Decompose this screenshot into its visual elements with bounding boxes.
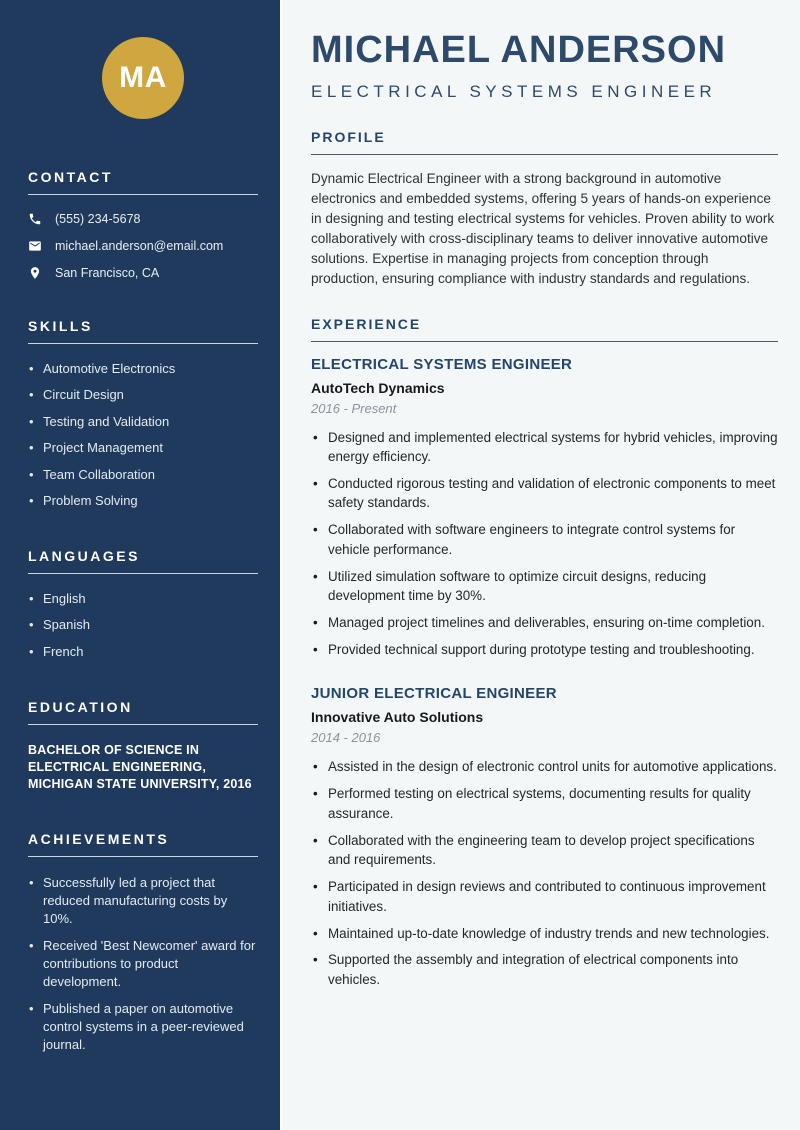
contact-phone-text: (555) 234-5678 xyxy=(55,212,141,226)
job-bullet: • Collaborated with the engineering team to develop project specifications and requirements. xyxy=(311,831,778,870)
avatar-container xyxy=(28,37,258,119)
achievements-heading: ACHIEVEMENTS xyxy=(28,831,258,857)
achievement-item: • Received 'Best Newcomer' award for contributions to product development. xyxy=(28,937,258,990)
contact-location-text: San Francisco, CA xyxy=(55,266,160,280)
job-bullet: • Assisted in the design of electronic control units for automotive applications. xyxy=(311,757,778,776)
profile-text: Dynamic Electrical Engineer with a strong background in automotive electronics and embedded systems, offering 5 years of hands-on experience in designing and testing electrical systems for vehicles. Proven ability to work collaboratively with cross-disciplinary teams to deliver innovative automotive solutions. Expertise in managing projects from conception through production, ensuring compliance with industry standards and regulations. xyxy=(311,170,775,286)
contact-email-text: michael.anderson@email.com xyxy=(55,239,224,253)
language-item: • English xyxy=(28,591,258,608)
job-bullet: • Participated in design reviews and contributed to continuous improvement initiatives. xyxy=(311,877,778,916)
skill-item: • Automotive Electronics xyxy=(28,361,258,378)
job-bullet: • Supported the assembly and integration of electrical components into vehicles. xyxy=(311,950,778,989)
job-company: Innovative Auto Solutions xyxy=(311,709,484,726)
skill-item: • Circuit Design xyxy=(28,387,258,404)
languages-heading: LANGUAGES xyxy=(28,548,258,574)
job-bullet: • Utilized simulation software to optimize circuit designs, reducing development time by 30%. xyxy=(311,567,778,606)
skill-item: • Problem Solving xyxy=(28,493,258,510)
language-item: • Spanish xyxy=(28,617,258,634)
skill-item: • Project Management xyxy=(28,440,258,457)
skills-heading: SKILLS xyxy=(28,318,258,344)
avatar-initials: MA xyxy=(119,61,167,94)
resume-main xyxy=(280,0,800,1130)
job-role: ELECTRICAL SYSTEMS ENGINEER xyxy=(311,355,573,373)
contact-section xyxy=(28,169,258,280)
location-icon xyxy=(28,266,42,280)
languages-list xyxy=(28,591,258,661)
job-dates: 2016 - Present xyxy=(311,400,397,416)
email-icon xyxy=(28,239,42,253)
job-bullet-list xyxy=(311,428,778,660)
job-role: JUNIOR ELECTRICAL ENGINEER xyxy=(311,685,557,703)
achievements-list xyxy=(28,874,258,1053)
education-section xyxy=(28,699,258,794)
contact-location xyxy=(28,266,258,280)
profile-heading: PROFILE xyxy=(311,129,778,155)
phone-icon xyxy=(28,212,42,226)
job-bullet: • Collaborated with software engineers to integrate control systems for vehicle performance. xyxy=(311,520,778,559)
job-bullet: • Conducted rigorous testing and validation of electronic components to meet safety standards. xyxy=(311,474,778,513)
languages-section xyxy=(28,548,258,661)
achievement-item: • Published a paper on automotive control systems in a peer-reviewed journal. xyxy=(28,1000,258,1053)
skill-item: • Team Collaboration xyxy=(28,467,258,484)
skills-section xyxy=(28,318,258,510)
skills-list xyxy=(28,361,258,510)
contact-email xyxy=(28,239,258,253)
avatar xyxy=(102,37,184,119)
skill-item: • Testing and Validation xyxy=(28,414,258,431)
candidate-name: MICHAEL ANDERSON xyxy=(311,29,727,71)
sidebar xyxy=(0,0,280,1130)
job-entry xyxy=(311,356,778,660)
education-degree: BACHELOR OF SCIENCE IN ELECTRICAL ENGINEERING, MICHIGAN STATE UNIVERSITY, 2016 xyxy=(28,742,252,792)
experience-heading: EXPERIENCE xyxy=(311,316,778,342)
candidate-headline: ELECTRICAL SYSTEMS ENGINEER xyxy=(311,81,717,101)
experience-section xyxy=(311,316,778,990)
contact-phone xyxy=(28,212,258,226)
job-company: AutoTech Dynamics xyxy=(311,379,445,396)
achievements-section xyxy=(28,831,258,1053)
job-bullet: • Designed and implemented electrical systems for hybrid vehicles, improving energy efficiency. xyxy=(311,428,778,467)
education-heading: EDUCATION xyxy=(28,699,258,725)
language-item: • French xyxy=(28,644,258,661)
job-entry xyxy=(311,685,778,989)
job-bullet: • Performed testing on electrical systems, documenting results for quality assurance. xyxy=(311,784,778,823)
profile-section xyxy=(311,129,778,289)
job-bullet: • Managed project timelines and deliverables, ensuring on-time completion. xyxy=(311,613,778,632)
job-bullet: • Provided technical support during prototype testing and troubleshooting. xyxy=(311,640,778,659)
job-bullet-list xyxy=(311,757,778,989)
contact-heading: CONTACT xyxy=(28,169,258,195)
job-bullet: • Maintained up-to-date knowledge of industry trends and new technologies. xyxy=(311,924,778,943)
achievement-item: • Successfully led a project that reduced manufacturing costs by 10%. xyxy=(28,874,258,927)
job-dates: 2014 - 2016 xyxy=(311,730,381,746)
